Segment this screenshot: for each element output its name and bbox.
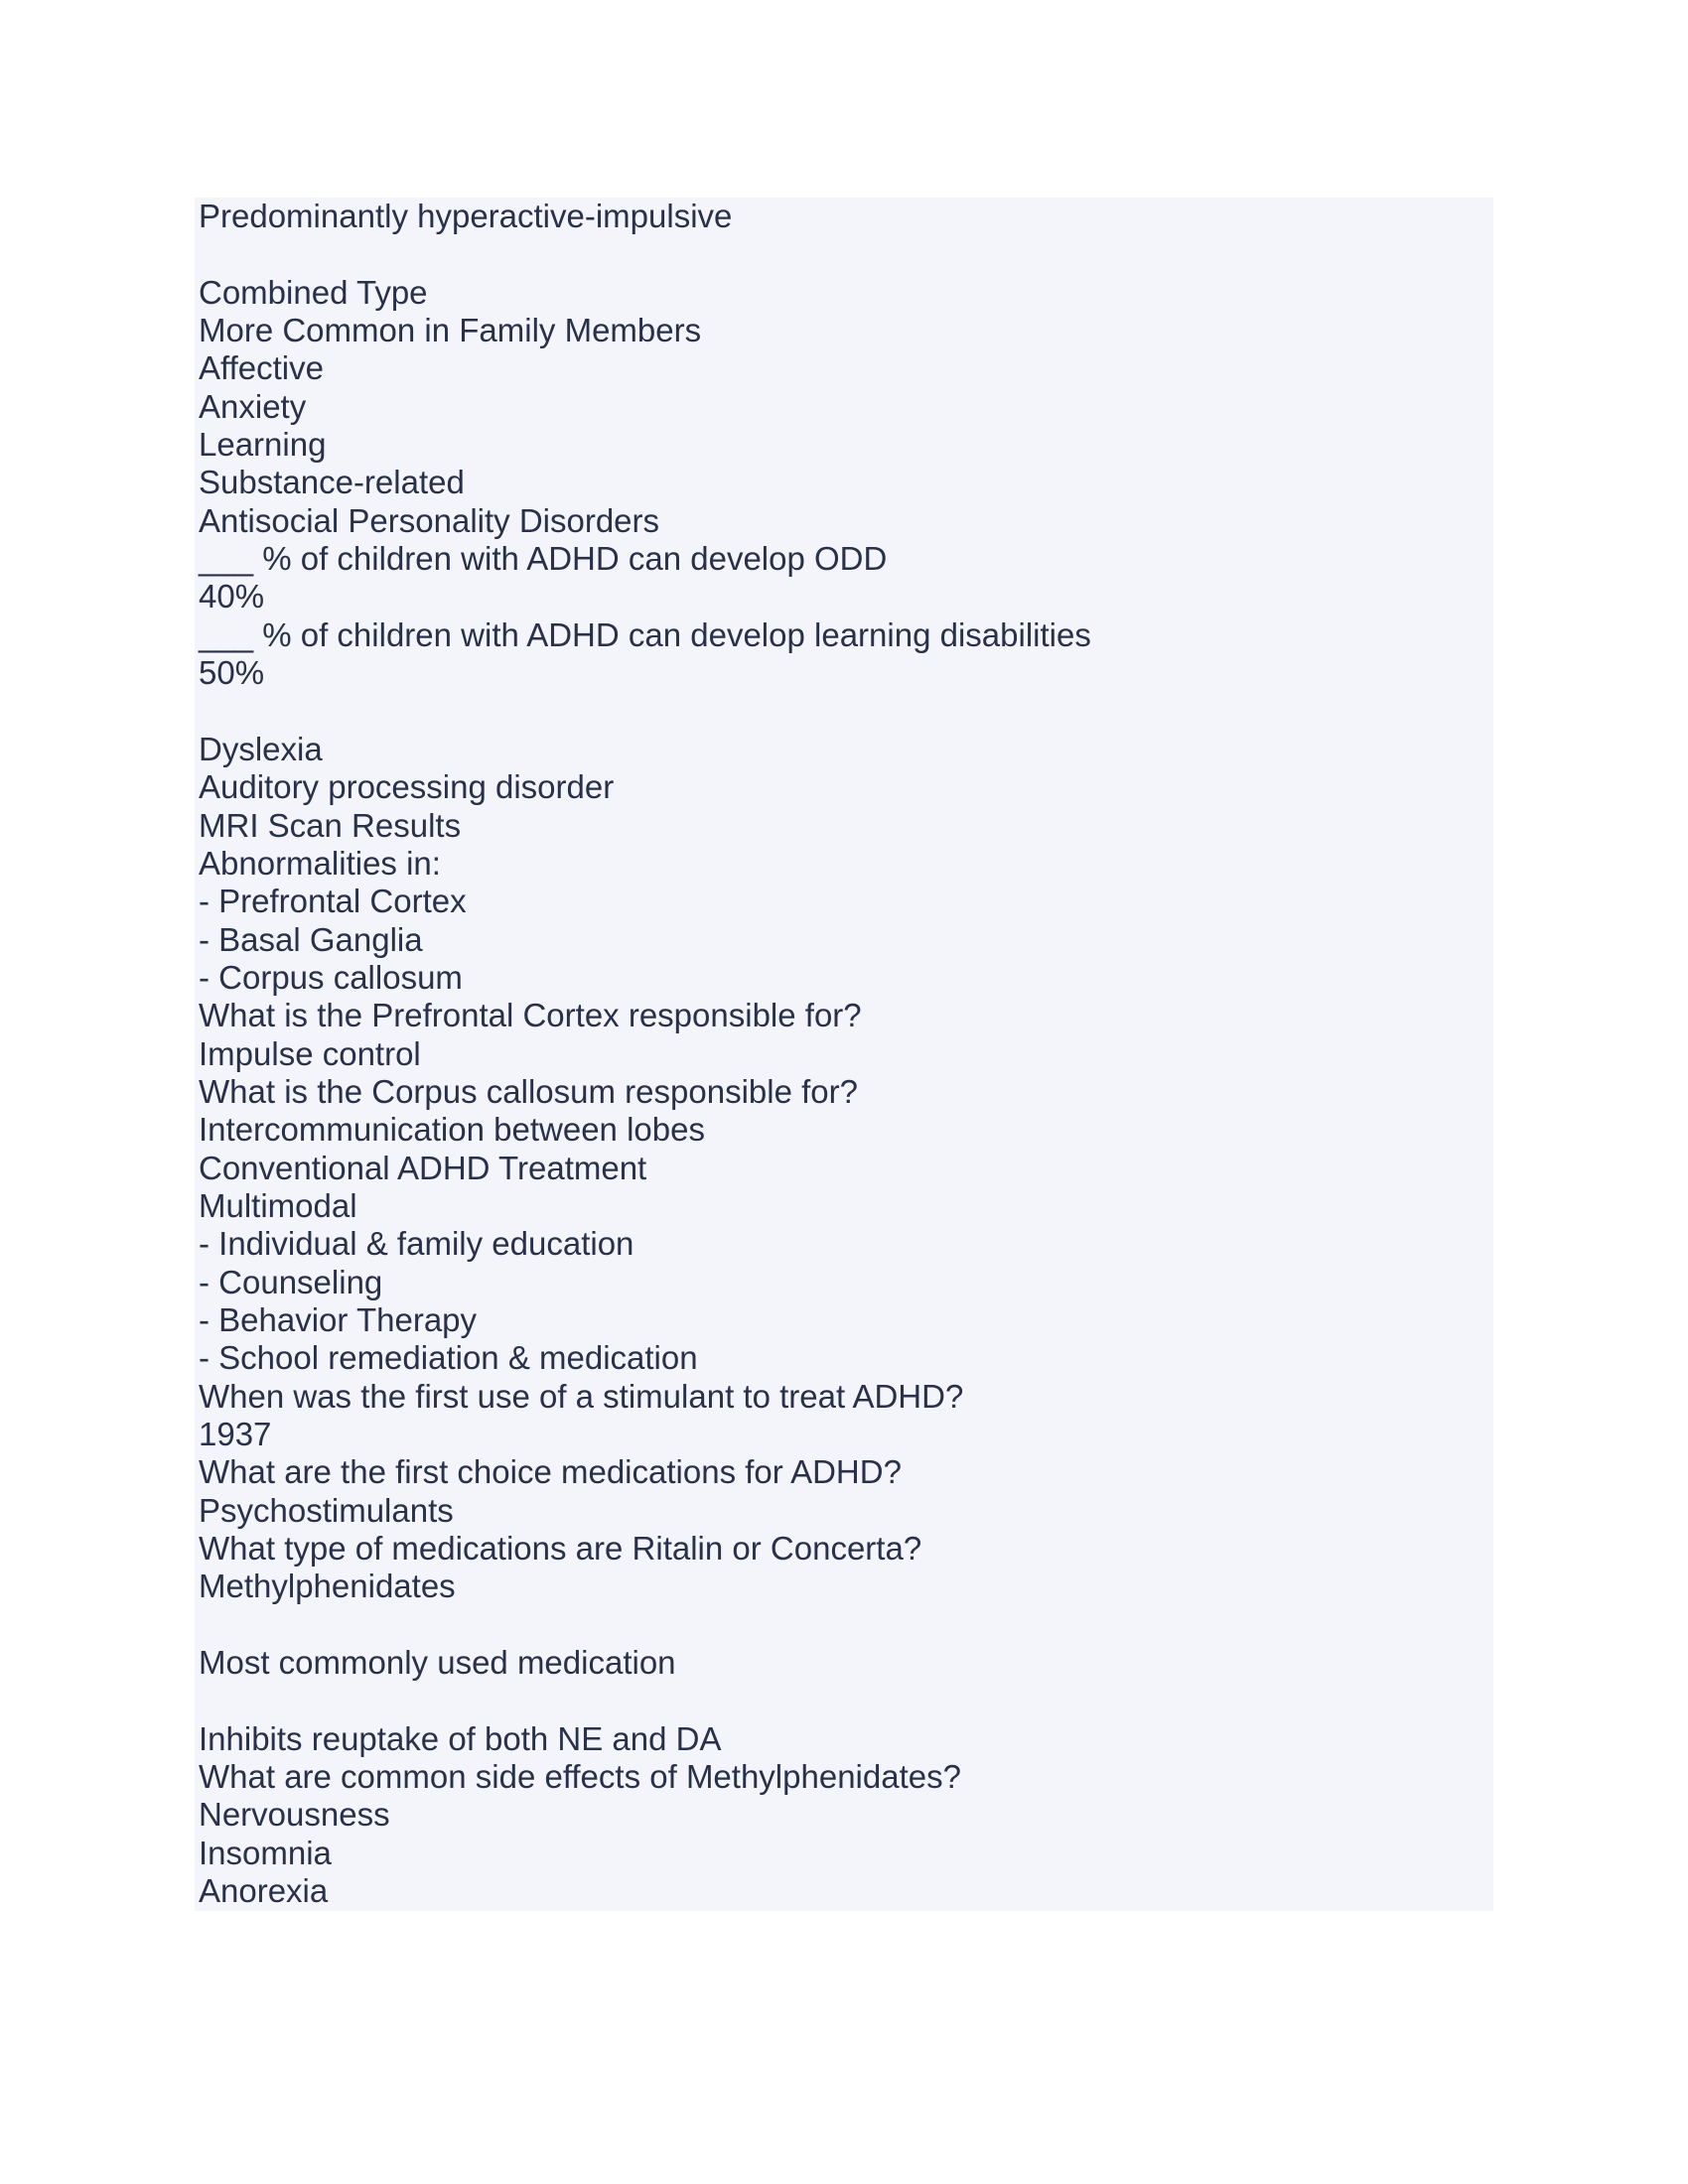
text-line: Methylphenidates bbox=[199, 1568, 456, 1605]
text-lines bbox=[199, 198, 1091, 1910]
text-line: Antisocial Personality Disorders bbox=[199, 501, 660, 539]
text-line bbox=[199, 692, 1091, 730]
text-line: 1937 bbox=[199, 1416, 272, 1452]
text-line bbox=[199, 1606, 1091, 1644]
text-line: Conventional ADHD Treatment bbox=[199, 1149, 647, 1186]
text-line: Psychostimulants bbox=[199, 1491, 454, 1529]
text-line: - School remediation & medication bbox=[199, 1339, 698, 1377]
text-line: Combined Type bbox=[199, 273, 428, 311]
text-line: Auditory processing disorder bbox=[199, 768, 615, 806]
text-line: What type of medications are Ritalin or Concerta? bbox=[199, 1530, 922, 1568]
text-line: MRI Scan Results bbox=[199, 806, 462, 844]
text-line: Impulse control bbox=[199, 1034, 421, 1072]
text-line: - Counseling bbox=[199, 1263, 383, 1300]
text-line: ___ % of children with ADHD can develop ODD bbox=[199, 540, 888, 578]
text-line: More Common in Family Members bbox=[199, 312, 702, 349]
text-line: Anxiety bbox=[199, 387, 307, 425]
text-line: Insomnia bbox=[199, 1834, 332, 1871]
text-line: Affective bbox=[199, 349, 324, 387]
text-line: Abnormalities in: bbox=[199, 844, 441, 882]
text-line: When was the first use of a stimulant to treat ADHD? bbox=[199, 1377, 964, 1415]
text-line: Dyslexia bbox=[199, 730, 323, 767]
text-line: - Basal Ganglia bbox=[199, 920, 423, 958]
text-line: 50% bbox=[199, 654, 265, 692]
text-line: - Corpus callosum bbox=[199, 958, 463, 996]
text-line: - Individual & family education bbox=[199, 1225, 634, 1263]
text-line: Multimodal bbox=[199, 1186, 357, 1224]
text-line: 40% bbox=[199, 578, 265, 615]
flashcard-text-block bbox=[195, 198, 1493, 1911]
text-line bbox=[199, 1682, 1091, 1719]
text-line: Inhibits reuptake of both NE and DA bbox=[199, 1719, 722, 1757]
text-line: What is the Corpus callosum responsible for? bbox=[199, 1072, 858, 1110]
text-line: ___ % of children with ADHD can develop learning disabilities bbox=[199, 615, 1091, 653]
text-line: What are the first choice medications for ADHD? bbox=[199, 1453, 902, 1491]
text-line bbox=[199, 235, 1091, 273]
text-line: Intercommunication between lobes bbox=[199, 1111, 705, 1149]
text-line: Nervousness bbox=[199, 1796, 390, 1834]
text-line: Anorexia bbox=[199, 1872, 329, 1910]
text-line: What is the Prefrontal Cortex responsible for? bbox=[199, 997, 862, 1034]
text-line: Predominantly hyperactive-impulsive bbox=[199, 198, 733, 234]
text-line: Learning bbox=[199, 426, 327, 464]
text-line: Most commonly used medication bbox=[199, 1644, 676, 1682]
text-line: - Prefrontal Cortex bbox=[199, 883, 467, 920]
text-line: What are common side effects of Methylphenidates? bbox=[199, 1758, 961, 1796]
text-line: - Behavior Therapy bbox=[199, 1300, 478, 1338]
text-line: Substance-related bbox=[199, 464, 465, 501]
